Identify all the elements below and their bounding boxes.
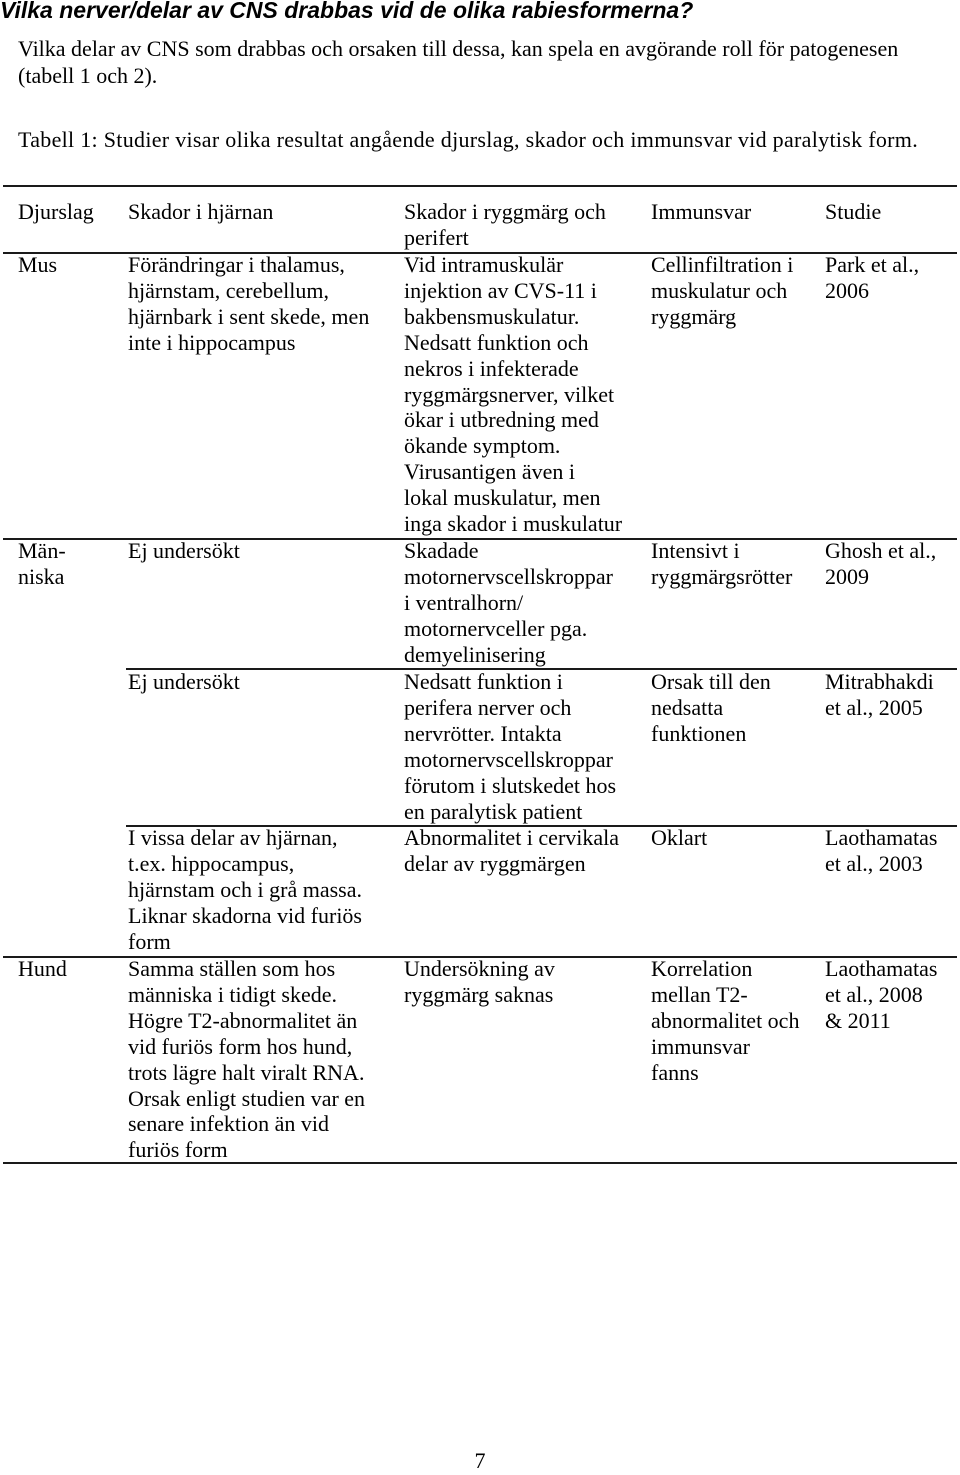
header-immune: Immunsvar [651,199,752,224]
cell-spinal: Skadade motornervscellskroppar i ventralhorn/ motornervceller pga. demyelinisering [404,538,613,667]
table-caption: Tabell 1: Studier visar olika resultat angående djurslag, skador och immunsvar vid paralytisk form. [18,127,918,152]
header-spinal: Skador i ryggmärg och perifert [404,199,606,250]
section-heading: Vilka nerver/delar av CNS drabbas vid de olika rabiesformerna? [0,0,694,23]
cell-immune: Orsak till den nedsatta funktionen [651,669,771,746]
cell-immune: Intensivt i ryggmärgsrötter [651,538,793,589]
cell-brain: Förändringar i thalamus, hjärnstam, cerebellum, hjärnbark i sent skede, men inte i hippocampus [128,252,370,355]
page-number: 7 [474,1448,486,1473]
cell-brain: Samma ställen som hos människa i tidigt skede. Högre T2-abnormalitet än vid furiös form hos hund, trots lägre halt viralt RNA. Orsak enligt studien var en senare infektion än vid furiös form [128,956,366,1163]
cell-immune: Cellinfiltration i muskulatur och ryggmärg [651,252,794,329]
cell-brain: Ej undersökt [128,538,240,563]
cell-animal: Män- niska [18,538,66,589]
cell-brain: I vissa delar av hjärnan, t.ex. hippocampus, hjärnstam och i grå massa. Liknar skadorna vid furiös form [128,825,362,954]
header-study: Studie [825,199,882,224]
cell-study: Park et al., 2006 [825,252,920,303]
cell-immune: Oklart [651,825,708,850]
cell-spinal: Nedsatt funktion i perifera nerver och nervrötter. Intakta motornervscellskroppar förutom i slutskedet hos en paralytisk patient [404,669,617,824]
cell-study: Ghosh et al., 2009 [825,538,937,589]
cell-animal: Hund [18,956,67,981]
cell-spinal: Abnormalitet i cervikala delar av ryggmärgen [404,825,620,876]
table-top-rule [3,185,957,187]
cell-study: Mitrabhakdi et al., 2005 [825,669,934,720]
header-brain: Skador i hjärnan [128,199,274,224]
cell-study: Laothamatas et al., 2003 [825,825,938,876]
cell-study: Laothamatas et al., 2008 & 2011 [825,956,938,1033]
cell-brain: Ej undersökt [128,669,240,694]
cell-spinal: Undersökning av ryggmärg saknas [404,956,555,1007]
cell-spinal: Vid intramuskulär injektion av CVS-11 i bakbensmuskulatur. Nedsatt funktion och nekros i infekterade ryggmärgsnerver, vilket ökar i utbredning med ökande symptom. Virusantigen även i lokal muskulatur, men inga skador i muskulatur [404,252,623,537]
cell-animal: Mus [18,252,58,277]
intro-paragraph: Vilka delar av CNS som drabbas och orsaken till dessa, kan spela en avgörande roll för patogenesen (tabell 1 och 2). [18,36,899,88]
cell-immune: Korrelation mellan T2- abnormalitet och immunsvar fanns [651,956,800,1085]
header-animal: Djurslag [18,199,94,224]
